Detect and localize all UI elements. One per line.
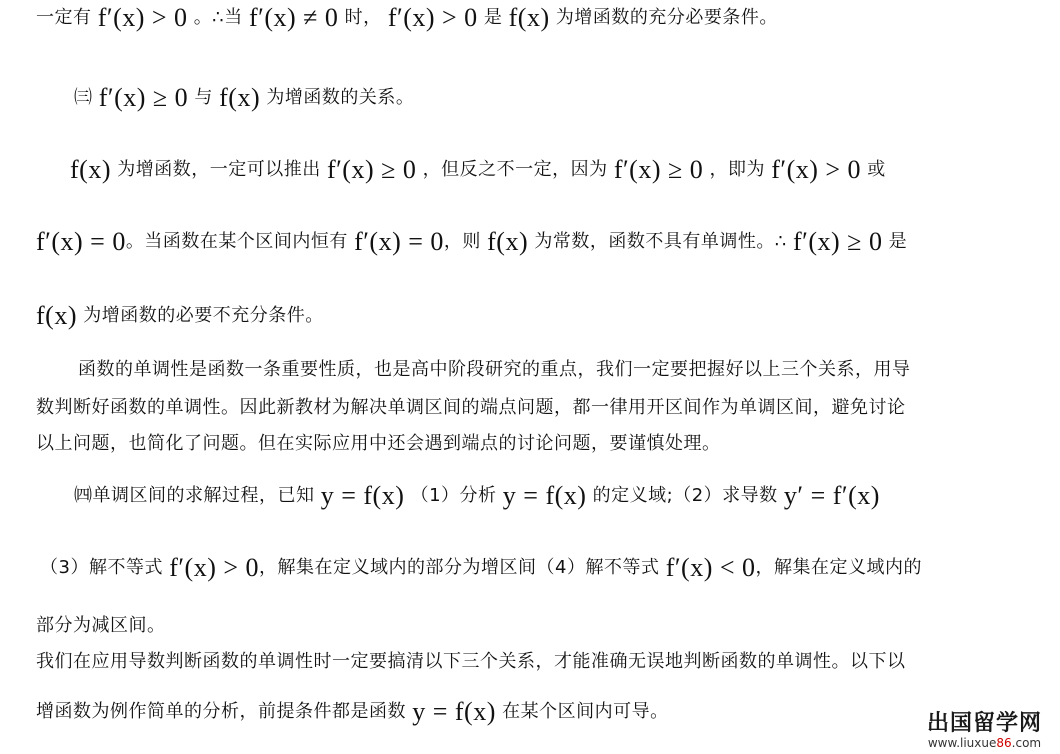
text-run: 增函数为例作简单的分析，前提条件都是函数 (36, 701, 413, 722)
math-expression: f(x) (70, 155, 111, 184)
text-line (36, 301, 324, 330)
math-expression: f′(x) > 0 (97, 3, 188, 32)
text-run: 。∴当 (187, 7, 249, 28)
text-run: 以上问题，也简化了问题。但在实际应用中还会遇到端点的讨论问题，要谨慎处理。 (36, 433, 721, 454)
text-run: 函数的单调性是函数一条重要性质，也是高中阶段研究的重点，我们一定要把握好以上三个关系，用导 (78, 359, 911, 380)
text-line (74, 83, 415, 112)
math-expression: f′(x) < 0 (665, 553, 756, 582)
watermark-url (917, 736, 1052, 750)
math-expression: y′ = f′(x) (783, 481, 880, 510)
text-run: 在某个区间内可导。 (495, 701, 669, 722)
text-run: 数判断好函数的单调性。因此新教材为解决单调区间的端点问题，都一律用开区间作为单调区间，避免讨论 (36, 397, 906, 418)
text-run: ㈢ (74, 87, 99, 108)
text-line (70, 155, 886, 184)
text-run: （1）分析 (404, 485, 503, 506)
math-expression: y = f(x) (320, 481, 405, 510)
math-expression: y = f(x) (412, 697, 496, 726)
text-run: 或 (861, 159, 886, 180)
text-line (36, 3, 778, 32)
math-expression: f′(x) = 0 (354, 227, 444, 256)
text-run: 是 (477, 7, 509, 28)
text-run: 部分为减区间。 (36, 615, 166, 636)
math-expression: f(x) (487, 227, 529, 256)
text-run: ，但反之不一定，因为 (416, 159, 614, 180)
text-run: 我们在应用导数判断函数的单调性时一定要搞清以下三个关系，才能准确无误地判断函数的单调性。以下以 (36, 651, 906, 672)
text-run: 为增函数的充分必要条件。 (549, 7, 778, 28)
text-run: 为常数，函数不具有单调性。∴ (528, 231, 794, 252)
math-expression: f′(x) ≥ 0 (613, 155, 704, 184)
text-run: 。当函数在某个区间内恒有 (125, 231, 355, 252)
watermark-url-accent: 86 (996, 736, 1012, 750)
math-expression: f′(x) ≥ 0 (793, 227, 883, 256)
math-expression: f(x) (508, 3, 550, 32)
text-run: ㈣单调区间的求解过程，已知 (74, 485, 321, 506)
text-run: 与 (188, 87, 220, 108)
text-line (36, 697, 669, 726)
text-line (74, 481, 880, 510)
watermark-url-suffix: .com (1011, 736, 1042, 750)
text-line (78, 358, 911, 382)
text-run: ，解集在定义域内的部分为增区间（4）解不等式 (259, 557, 666, 578)
math-expression: f′(x) ≥ 0 (326, 155, 417, 184)
text-run: ，则 (443, 231, 488, 252)
text-run: 时， (338, 7, 388, 28)
watermark-url-prefix: www.liuxue (927, 736, 997, 750)
text-run: 为增函数的关系。 (260, 87, 415, 108)
text-line (36, 614, 166, 638)
math-expression: y = f(x) (502, 481, 587, 510)
text-line (36, 227, 908, 256)
text-run: ，解集在定义域内的 (755, 557, 923, 578)
text-run: 为增函数，一定可以推出 (110, 159, 327, 180)
math-expression: f′(x) = 0 (36, 227, 126, 256)
text-run: 一定有 (36, 7, 98, 28)
math-expression: f′(x) > 0 (771, 155, 862, 184)
math-expression: f′(x) > 0 (169, 553, 260, 582)
text-line (36, 432, 721, 456)
text-run: 的定义域;（2）求导数 (586, 485, 784, 506)
text-line (36, 650, 906, 674)
math-expression: f(x) (36, 301, 77, 330)
math-expression: f′(x) ≥ 0 (98, 83, 189, 112)
math-expression: f′(x) ≠ 0 (248, 3, 339, 32)
math-expression: f(x) (219, 83, 261, 112)
text-run: 是 (882, 231, 908, 252)
watermark-title: 出国留学网 (926, 711, 1042, 736)
text-line (36, 396, 906, 420)
site-watermark-logo (917, 712, 1052, 750)
text-run: （3）解不等式 (40, 557, 170, 578)
math-expression: f′(x) > 0 (387, 3, 478, 32)
text-run: 为增函数的必要不充分条件。 (76, 305, 324, 326)
text-line (40, 553, 923, 582)
text-run: ，即为 (703, 159, 772, 180)
